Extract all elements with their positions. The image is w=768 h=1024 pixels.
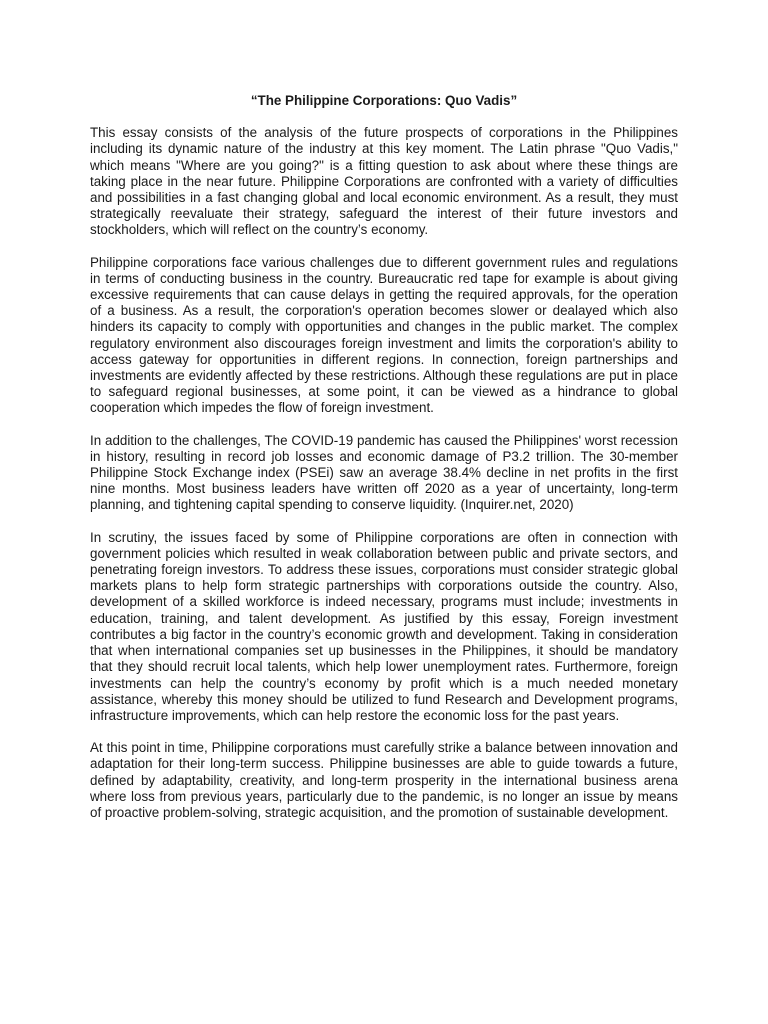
- essay-title: “The Philippine Corporations: Quo Vadis”: [250, 93, 518, 108]
- paragraph-intro: This essay consists of the analysis of the future prospects of corporations in the Philippines including its dynamic nature of the industry at this key moment. The Latin phrase "Quo Vadis," which means "Where are you going?" is a fitting question to ask about where these things are taking place in the near future. Philippine Corporations are confronted with a variety of difficulties and possibilities in a fast changing global and local economic environment. As a result, they must strategically reevaluate their strategy, safeguard the interest of their future investors and stockholders, which will reflect on the country’s economy.: [90, 125, 678, 238]
- paragraph-covid: In addition to the challenges, The COVID-19 pandemic has caused the Philippines' worst recession in history, resulting in record job losses and economic damage of P3.2 trillion. The 30-member Philippine Stock Exchange index (PSEi) saw an average 38.4% decline in net profits in the first nine months. Most business leaders have written off 2020 as a year of uncertainty, long-term planning, and tightening capital spending to conserve liquidity. (Inquirer.net, 2020): [90, 432, 678, 513]
- essay-body: [90, 93, 678, 837]
- paragraph-conclusion: At this point in time, Philippine corporations must carefully strike a balance between innovation and adaptation for their long-term success. Philippine businesses are able to guide towards a future, defined by adaptability, creativity, and long-term prosperity in the international business arena where loss from previous years, particularly due to the pandemic, is no longer an issue by means of proactive problem-solving, strategic acquisition, and the promotion of sustainable development.: [90, 740, 678, 820]
- paragraph-challenges: Philippine corporations face various challenges due to different government rules and regulations in terms of conducting business in the country. Bureaucratic red tape for example is about giving excessive requirements that can cause delays in getting the required approvals, for the operation of a business. As a result, the corporation's operation becomes slower or dealayed which also hinders its capacity to comply with opportunities and changes in the public market. The complex regulatory environment also discourages foreign investment and limits the corporation's ability to access gateway for opportunities in different regions. In connection, foreign partnerships and investments are evidently affected by these restrictions. Although these regulations are put in place to safeguard regional businesses, at some point, it can be viewed as a hindrance to global cooperation which impedes the flow of foreign investment.: [90, 254, 678, 416]
- paragraph-scrutiny: In scrutiny, the issues faced by some of Philippine corporations are often in connection with government policies which resulted in weak collaboration between public and private sectors, and penetrating foreign investors. To address these issues, corporations must consider strategic global markets plans to help form strategic partnerships with corporations outside the country. Also, development of a skilled workforce is indeed necessary, programs must include; investments in education, training, and talent development. As justified by this essay, Foreign investment contributes a big factor in the country’s economic growth and development. Taking in consideration that when international companies set up businesses in the Philippines, it should be mandatory that they should recruit local talents, which help lower unemployment rates. Furthermore, foreign investments can help the country’s economy by profit which is a much needed monetary assistance, whereby this money should be utilized to fund Research and Development programs, infrastructure improvements, which can help restore the economic loss for the past years.: [90, 529, 678, 723]
